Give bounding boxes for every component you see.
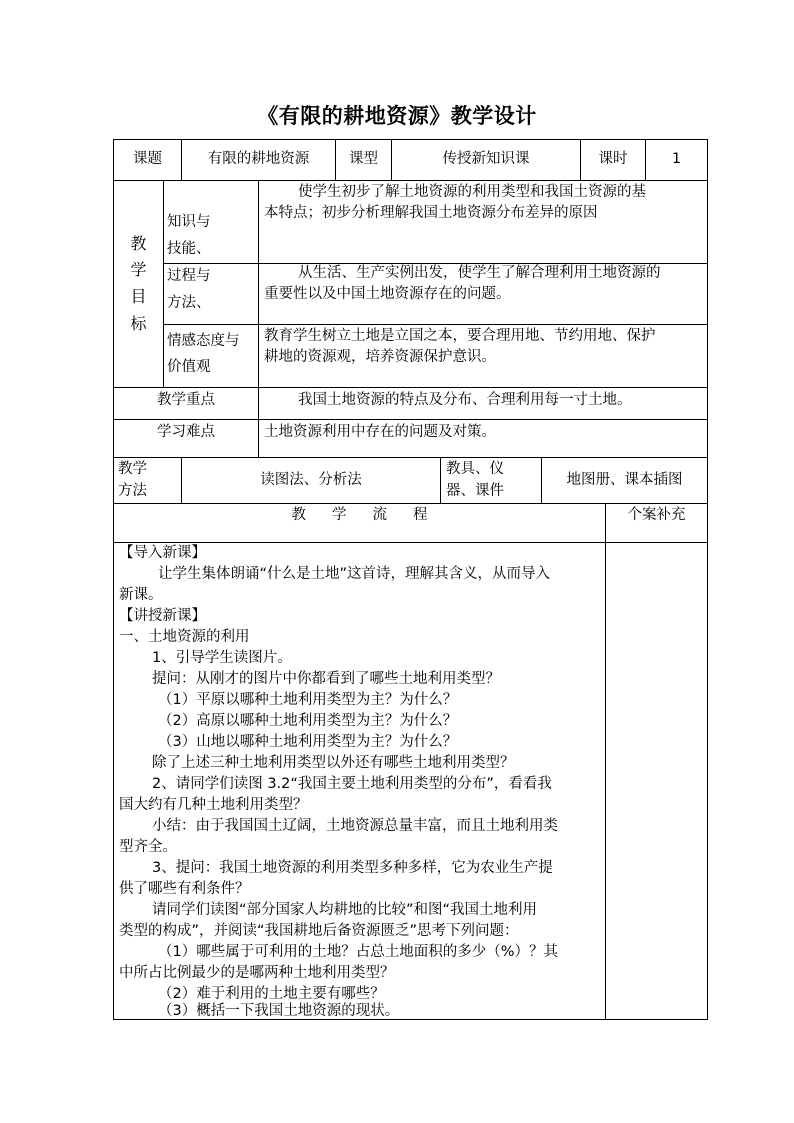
content-line: 国大约有几种土地利用类型？ (119, 797, 308, 813)
content-line: （1）哪些属于可利用的土地？占总土地面积的多少（%）？其 (158, 944, 559, 960)
knowledge-text: 使学生初步了解土地资源的利用类型和我国土资源的基 (298, 184, 646, 200)
case-notes-header: 个案补充 (627, 507, 686, 523)
lesson-plan-table (113, 139, 708, 1020)
lesson-title-value: 有限的耕地资源 (207, 151, 310, 167)
content-line: 小结：由于我国国土辽阔，土地资源总量丰富，而且土地利用类 (152, 818, 558, 834)
tools-value: 地图册、课本插图 (566, 472, 683, 488)
content-line: 类型的构成”，并阅读“我国耕地后备资源匮乏”思考下列问题： (119, 923, 519, 939)
content-line: 请同学们读图“部分国家人均耕地的比较”和图“我国土地利用 (152, 902, 538, 918)
difficulties-label: 学习难点 (157, 424, 215, 440)
content-line: 2、请同学们读图 3.2“我国主要土地利用类型的分布”，看看我 (152, 776, 552, 792)
emotion-text: 教育学生树立土地是立国之本，要合理用地、节约用地、保护 (264, 328, 656, 344)
content-line: 让学生集体朗诵“什么是土地”这首诗，理解其含义，从而导入 (158, 566, 551, 582)
objectives-label-char: 目 (130, 287, 147, 306)
emotion-text: 耕地的资源观，培养资源保护意识。 (264, 349, 496, 365)
process-text: 从生活、生产实例出发，使学生了解合理利用土地资源的 (298, 265, 661, 281)
content-line: 新课。 (119, 587, 163, 603)
content-line: 中所占比例最少的是哪两种土地利用类型？ (119, 965, 395, 981)
content-line: 1、引导学生读图片。 (152, 650, 292, 666)
process-text: 重要性以及中国土地资源存在的问题。 (264, 286, 511, 302)
method-label: 教学 (118, 461, 147, 477)
process-label: 方法、 (167, 295, 211, 311)
process-label: 过程与 (167, 268, 211, 284)
method-label: 方法 (118, 483, 147, 499)
lesson-hours-value: 1 (671, 151, 682, 167)
content-line: 型齐全。 (119, 839, 177, 855)
section-heading: 【讲授新课】 (119, 608, 206, 624)
lesson-hours-label: 课时 (598, 151, 628, 167)
key-points-label: 教学重点 (157, 392, 215, 408)
knowledge-text: 本特点；初步分析理解我国土地资源分布差异的原因 (264, 205, 598, 221)
lesson-title-label: 课题 (133, 151, 162, 167)
content-line: （2）难于利用的土地主要有哪些？ (158, 986, 385, 1002)
objectives-label-char: 标 (130, 314, 147, 333)
lesson-type-value: 传授新知识课 (442, 151, 530, 167)
key-points-text: 我国土地资源的特点及分布、合理利用每一寸土地。 (298, 392, 632, 408)
objectives-label-char: 学 (130, 260, 147, 279)
document-title: 《有限的耕地资源》教学设计 (257, 104, 537, 128)
teaching-flow-header: 教学流程 (291, 507, 454, 523)
lesson-type-label: 课型 (349, 151, 378, 167)
difficulties-text: 土地资源利用中存在的问题及对策。 (264, 424, 496, 440)
content-line: （2）高原以哪种土地利用类型为主？为什么？ (158, 713, 458, 729)
emotion-label: 价值观 (167, 359, 211, 375)
content-line: （3）山地以哪种土地利用类型为主？为什么？ (158, 734, 458, 750)
content-line: 3、提问：我国土地资源的利用类型多种多样，它为农业生产提 (152, 860, 553, 876)
content-line: （1）平原以哪种土地利用类型为主？为什么？ (158, 692, 458, 708)
method-value: 读图法、分析法 (260, 472, 362, 488)
section-heading: 【导入新课】 (119, 545, 206, 561)
tools-label: 器、课件 (446, 483, 504, 499)
knowledge-label: 知识与 (167, 214, 211, 230)
content-line: 一、土地资源的利用 (119, 629, 250, 645)
objectives-label-char: 教 (130, 234, 147, 253)
content-line: （3）概括一下我国土地资源的现状。 (158, 1003, 400, 1019)
knowledge-label: 技能、 (167, 241, 211, 257)
emotion-label: 情感态度与 (167, 333, 240, 349)
content-line: 除了上述三种土地利用类型以外还有哪些土地利用类型？ (152, 755, 515, 771)
tools-label: 教具、仪 (446, 461, 504, 477)
content-line: 供了哪些有利条件？ (119, 881, 250, 897)
content-line: 提问：从刚才的图片中你都看到了哪些土地利用类型？ (152, 671, 500, 687)
